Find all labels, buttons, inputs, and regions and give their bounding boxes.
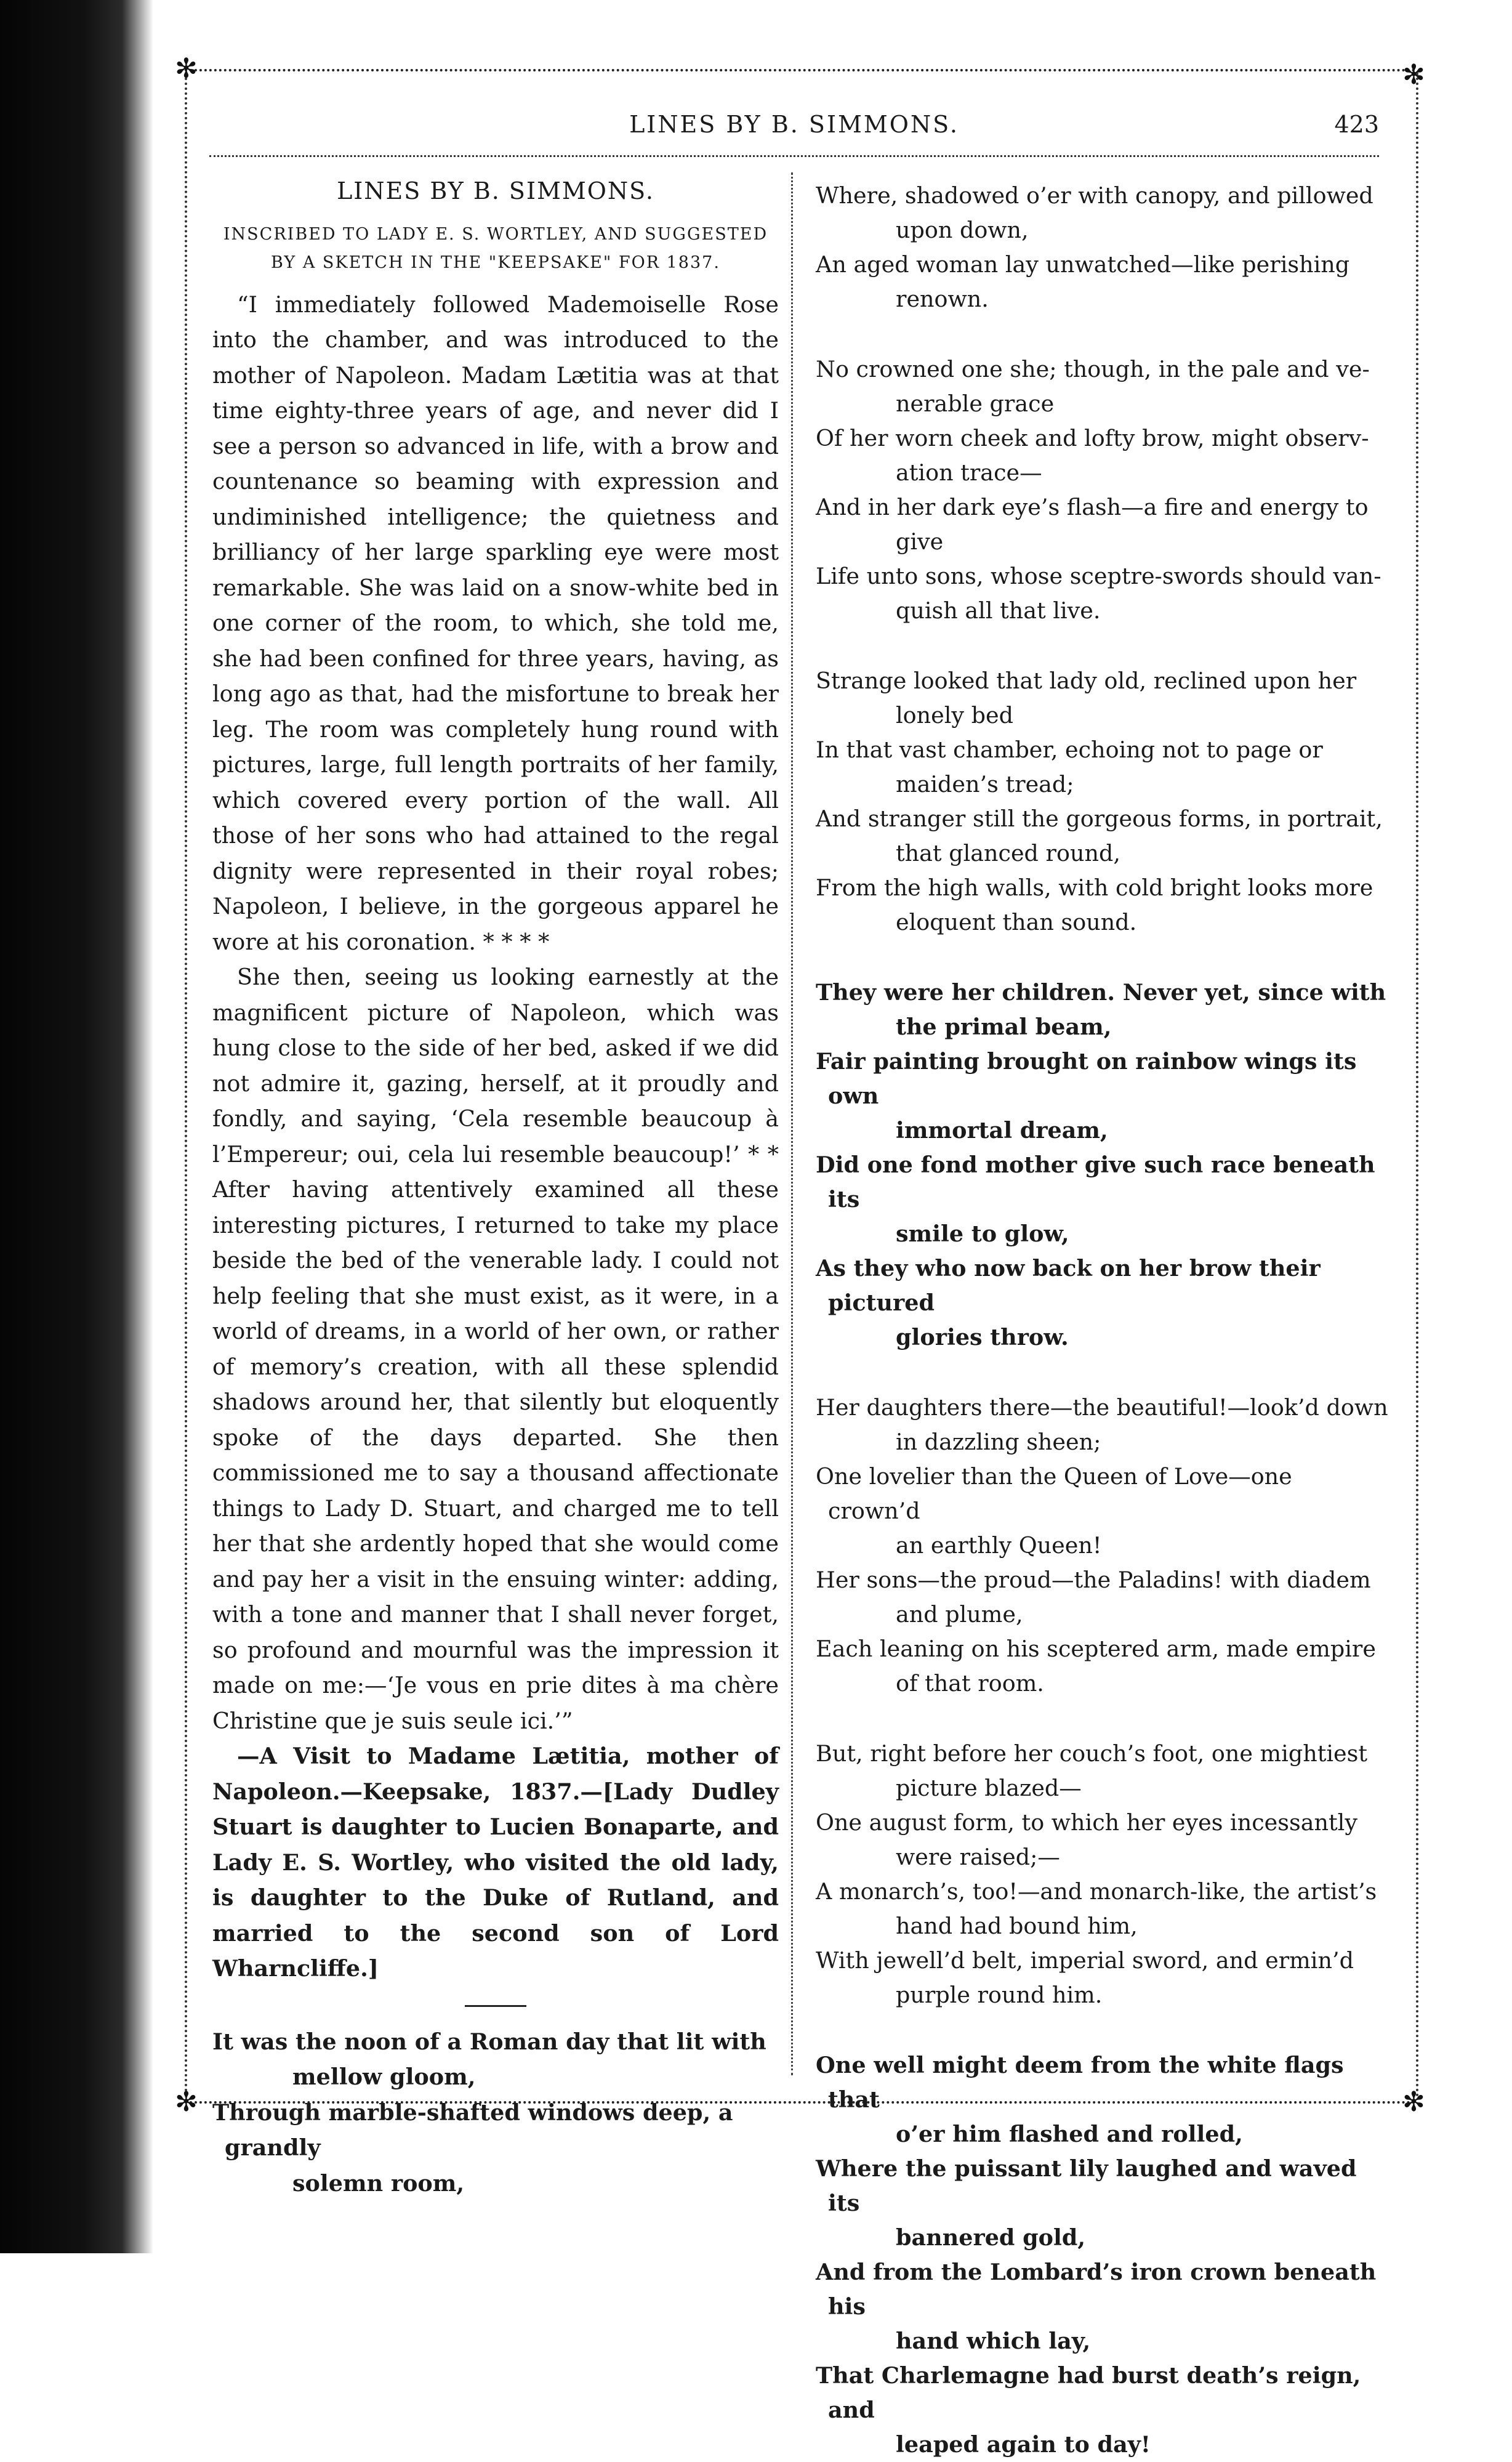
poem-line: Did one fond mother give such race beneath its smile to glow, <box>816 1152 1375 1247</box>
poem-line: No crowned one she; though, in the pale and ve- nerable grace <box>816 356 1370 417</box>
article-inscription: INSCRIBED TO LADY E. S. WORTLEY, AND SUGGESTED BY A SKETCH IN THE "KEEPSAKE" FOR 1837. <box>223 224 768 272</box>
corner-ornament-icon: ✻ <box>1402 59 1425 91</box>
poem-line: That Charlemagne had burst death’s reign, and leaped again to day! <box>816 2362 1361 2458</box>
poem-line: An aged woman lay unwatched—like perishing renown. <box>816 251 1350 312</box>
poem-line: A monarch’s, too!—and monarch-like, the artist’s hand had bound him, <box>816 1878 1377 1939</box>
right-column <box>816 179 1388 2462</box>
poem-line: They were her children. Never yet, since with the primal beam, <box>816 979 1386 1040</box>
poem-stanza <box>816 1737 1388 2012</box>
poem-line: Fair painting brought on rainbow wings its own immortal dream, <box>816 1048 1357 1144</box>
poem-line: And stranger still the gorgeous forms, in portrait, that glanced round, <box>816 805 1383 866</box>
poem-stanza <box>816 179 1388 317</box>
poem-line: Where, shadowed o’er with canopy, and pillowed upon down, <box>816 182 1373 243</box>
poem-line: In that vast chamber, echoing not to page or maiden’s tread; <box>816 737 1323 797</box>
poem-line: Her sons—the proud—the Paladins! with diadem and plume, <box>816 1567 1371 1628</box>
poem-line: One well might deem from the white flags that o’er him flashed and rolled, <box>816 2052 1344 2147</box>
poem-line: With jewell’d belt, imperial sword, and ermin’d purple round him. <box>816 1947 1354 2008</box>
corner-ornament-icon: ✻ <box>175 53 198 84</box>
source-citation: —A Visit to Madame Lætitia, mother of Napoleon.—Keepsake, 1837.—[Lady Dudley Stuart is daughter to Lucien Bonaparte, and Lady E. S. Wortley, who visited the old lady, is daughter to the Duke of Rutland, and married to the second son of Lord Wharncliffe.] <box>212 1743 779 1982</box>
poem-line: And from the Lombard’s iron crown beneath his hand which lay, <box>816 2259 1377 2354</box>
poem-line: But, right before her couch’s foot, one mightiest picture blazed— <box>816 1740 1368 1801</box>
header-rule <box>209 155 1379 157</box>
running-head <box>209 108 1379 145</box>
corner-ornament-icon: ✻ <box>175 2086 198 2118</box>
column-divider <box>791 172 793 2075</box>
poem-line: Strange looked that lady old, reclined upon her lonely bed <box>816 668 1357 729</box>
poem-line: Of her worn cheek and lofty brow, might observ- ation trace— <box>816 425 1369 486</box>
poem-line: Through marble-shafted windows deep, a grandly solemn room, <box>212 2099 733 2197</box>
poem-line: Life unto sons, whose sceptre-swords should van- quish all that live. <box>816 563 1381 624</box>
page-number: 423 <box>1334 111 1379 138</box>
prose-paragraph: “I immediately followed Mademoiselle Rose into the chamber, and was introduced to the mother of Napoleon. Madam Lætitia was at that time eighty-three years of age, and never did I see a person so advanced in life, with a brow and countenance so beaming with expression and undiminished intelligence; the quietness and brilliancy of her large sparkling eye were most remarkable. She was laid on a snow-white bed in one corner of the room, to which, she told me, she had been confined for three years, having, as long ago as that, had the misfortune to break her leg. The room was completely hung round with pictures, large, full length portraits of her family, which covered every portion of the wall. All those of her sons who had attained to the regal dignity were represented in their royal robes; Napoleon, I believe, in the gorgeous apparel he wore at his coronation. * * * * <box>212 291 779 955</box>
poem-line: It was the noon of a Roman day that lit with mellow gloom, <box>212 2028 766 2090</box>
article-title: LINES BY B. SIMMONS. <box>337 177 654 204</box>
poem-line: Where the puissant lily laughed and waved its bannered gold, <box>816 2155 1357 2251</box>
poem-line: One lovelier than the Queen of Love—one crown’d an earthly Queen! <box>816 1463 1292 1559</box>
book-gutter-shadow <box>0 0 153 2253</box>
left-column <box>212 174 779 2201</box>
poem-stanza <box>816 664 1388 940</box>
poem-stanza <box>816 2048 1388 2462</box>
running-title: LINES BY B. SIMMONS. <box>629 111 959 138</box>
poem-line: As they who now back on her brow their pictured glories throw. <box>816 1255 1321 1350</box>
poem-line: From the high walls, with cold bright looks more eloquent than sound. <box>816 874 1373 935</box>
poem-stanza <box>816 352 1388 628</box>
poem-line: Each leaning on his sceptered arm, made empire of that room. <box>816 1636 1376 1697</box>
poem-stanza <box>212 2024 779 2202</box>
section-rule <box>465 2005 526 2007</box>
prose-paragraph: She then, seeing us looking earnestly at the magnificent picture of Napoleon, which was hung close to the side of her bed, asked if we did not admire it, gazing, herself, at it proudly and fondly, and saying, ‘Cela resemble beaucoup à l’Empereur; oui, cela lui resemble beaucoup!’ * * After having attentively examined all these interesting pictures, I returned to take my place beside the bed of the venerable lady. I could not help feeling that she must exist, as it were, in a world of dreams, in a world of her own, or rather of memory’s creation, with all these splendid shadows around her, that silently but eloquently spoke of the days departed. She then commissioned me to say a thousand affectionate things to Lady D. Stuart, and charged me to tell her that she ardently hoped that she would come and pay her a visit in the ensuing winter: adding, with a tone and manner that I shall never forget, so profound and mournful was the impression it made on me:—‘Je vous en prie dites à ma chère Christine que je suis seule ici.’” <box>212 964 779 1734</box>
poem-stanza <box>816 975 1388 1355</box>
poem-line: And in her dark eye’s flash—a fire and energy to give <box>816 494 1369 555</box>
poem-line: One august form, to which her eyes incessantly were raised;— <box>816 1809 1357 1870</box>
poem-line: Her daughters there—the beautiful!—look’d down in dazzling sheen; <box>816 1394 1388 1455</box>
poem-stanza <box>816 1390 1388 1701</box>
corner-ornament-icon: ✻ <box>1402 2086 1425 2118</box>
